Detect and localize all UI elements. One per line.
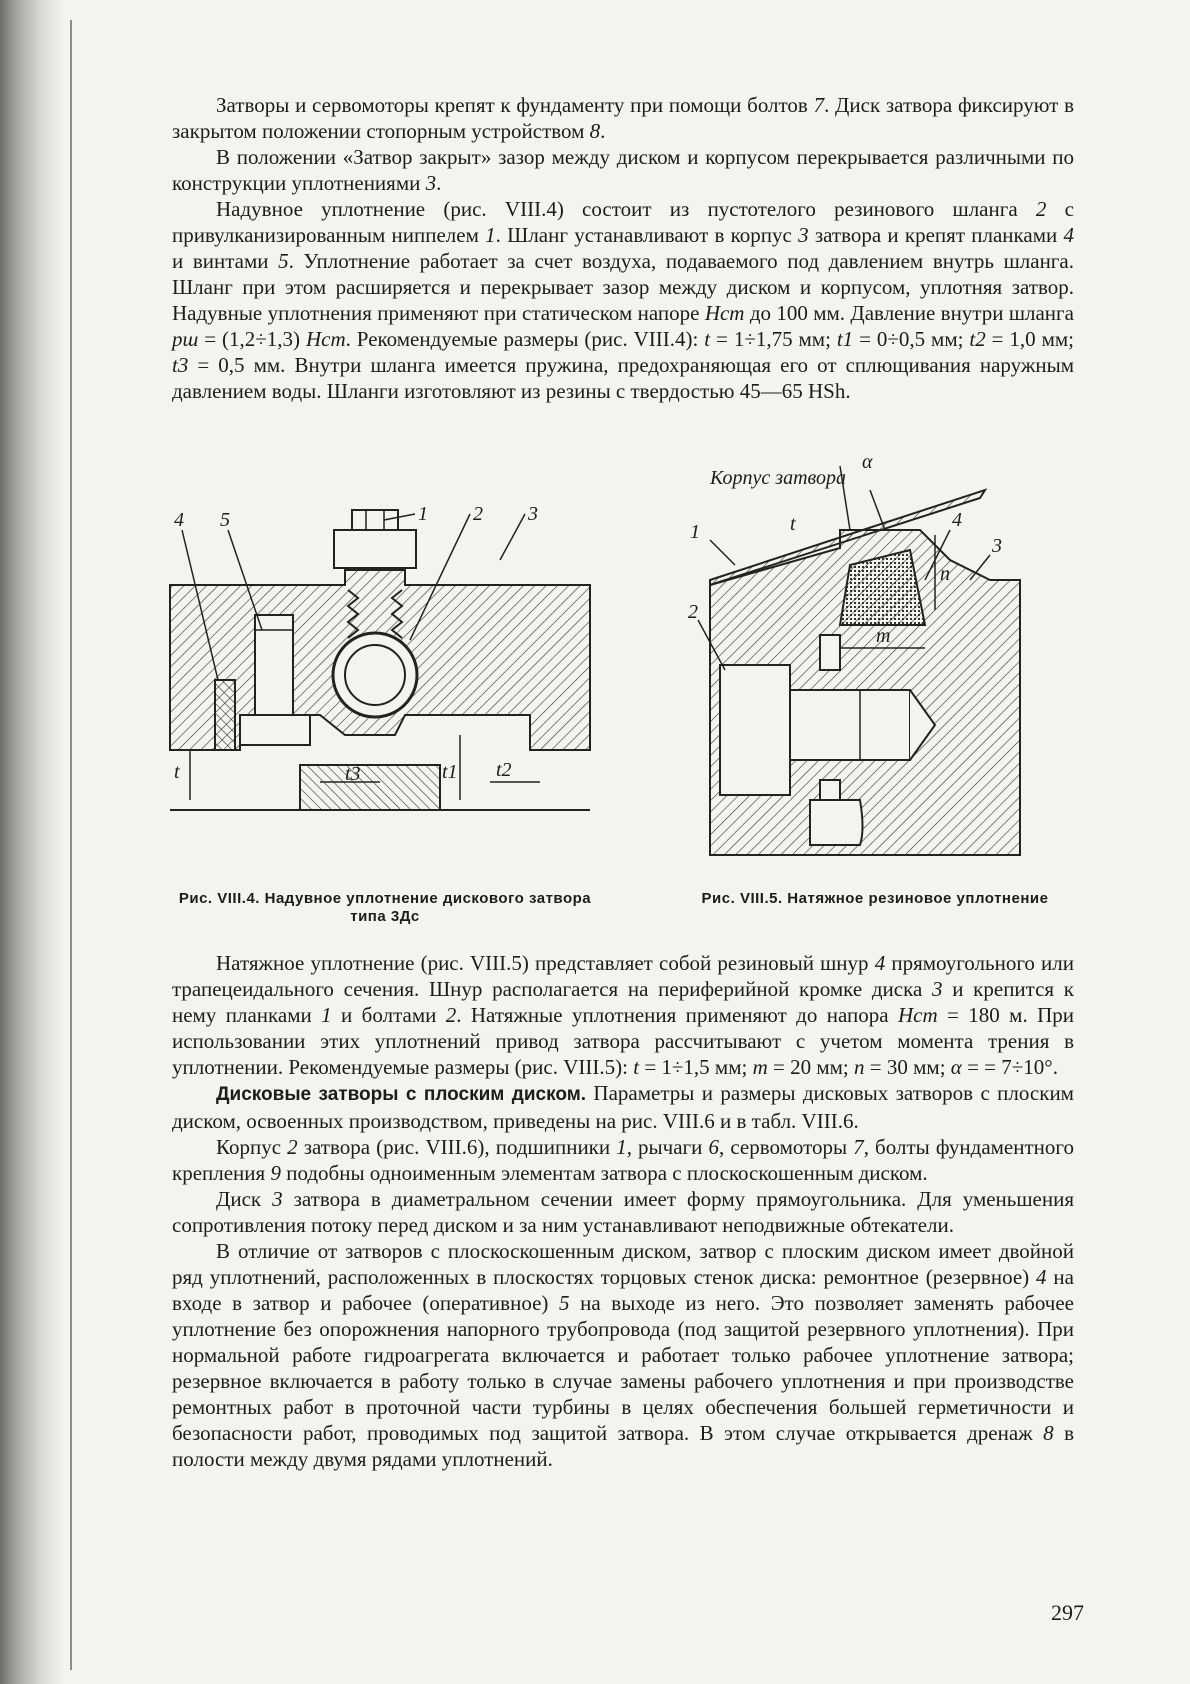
- binding-margin-line: [70, 20, 72, 1670]
- page-number: 297: [1051, 1600, 1084, 1625]
- paragraph: Затворы и сервомоторы крепят к фундаменту при помощи болтов 7. Диск затвора фиксируют в закрытом положении стопорным устройством 8.: [172, 93, 1074, 143]
- bottom-text-block: [172, 950, 1074, 1472]
- paragraph: Натяжное уплотнение (рис. VIII.5) представляет собой резиновый шнур 4 прямоугольного или трапецеидального сечения. Шнур располагается на периферийной кромке диска 3 и крепится к нему планками 1 и болтами 2. Натяжные уплотнения применяют до напора Hст = 180 м. При использовании этих уплотнений привод затвора рассчитывают с учетом момента трения в уплотнении. Рекомендуемые размеры (рис. VIII.5): t = 1÷1,5 мм; m = 20 мм; n = 30 мм; α = = 7÷10°.: [172, 951, 1075, 1079]
- figure-label: t3: [345, 763, 361, 785]
- figure-tension-seal: [688, 451, 1050, 865]
- figure-label: Корпус затвора: [710, 467, 846, 489]
- figure-label: n: [940, 563, 950, 585]
- figure-label: α: [862, 451, 873, 473]
- figure-label: t2: [496, 759, 512, 781]
- figure-label: 5: [220, 509, 230, 531]
- figure-inflatable-seal: [170, 503, 600, 880]
- figure-label: t1: [442, 761, 458, 783]
- figure-label: 3: [528, 503, 538, 525]
- figure-label: 4: [174, 509, 184, 531]
- paragraph: Надувное уплотнение (рис. VIII.4) состоит из пустотелого резинового шланга 2 с привулканизированным ниппелем 1. Шланг устанавливают в корпус 3 затвора и крепят планками 4 и винтами 5. Уплотнение работает за счет воздуха, подаваемого под давлением внутрь шланга. Шланг при этом расширяется и перекрывает зазор между диском и корпусом, уплотняя затвор. Надувные уплотнения применяют при статическом напоре Hст до 100 мм. Давление внутри шланга pш = (1,2÷1,3) Hст. Рекомендуемые размеры (рис. VIII.4): t = 1÷1,75 мм; t1 = 0÷0,5 мм; t2 = 1,0 мм; t3 = 0,5 мм. Внутри шланга имеется пружина, предохраняющая его от сплющивания наружным давлением воды. Шланги изготовляют из резины с твердостью 45—65 HSh.: [172, 197, 1074, 403]
- figure-label: 3: [992, 535, 1002, 557]
- figure-label: 1: [690, 521, 700, 543]
- figure-label: t: [174, 761, 180, 783]
- paragraph: В положении «Затвор закрыт» зазор между диском и корпусом перекрывается различными по конструкции уплотнениями 3.: [172, 145, 1074, 195]
- figure-label: t: [790, 513, 796, 535]
- figure-tension-seal-drawing: [688, 451, 1050, 865]
- section-run-in-heading: Дисковые затворы с плоским диском.: [216, 1084, 587, 1105]
- figure-caption: Рис. VIII.4. Надувное уплотнение дискового затвора типа 3Дс: [178, 890, 592, 925]
- page-binding-shadow: [0, 0, 64, 1684]
- paragraph: В отличие от затворов с плоскоскошенным диском, затвор с плоским диском имеет двойной ряд уплотнений, расположенных в плоскостях торцовых стенок диска: ремонтное (резервное) 4 на входе в затвор и рабочее (оперативное) 5 на выходе из него. Это позволяет заменять рабочее уплотнение без опорожнения напорного трубопровода (под защитой резервного уплотнения). При нормальной работе гидроагрегата включается и работает только рабочее уплотнение затвора; резервное включается в работу только в случае замены рабочего уплотнения и при производстве ремонтных работ в проточной части турбины в целях обеспечения большей герметичности и безопасности работ, проводимых под защитой затвора. В этом случае открывается дренаж 8 в полости между двумя рядами уплотнений.: [172, 1239, 1075, 1471]
- figure-caption: Рис. VIII.5. Натяжное резиновое уплотнение: [701, 890, 1049, 907]
- paragraph: Корпус 2 затвора (рис. VIII.6), подшипники 1, рычаги 6, сервомоторы 7, болты фундаментного крепления 9 подобны одноименным элементам затвора с плоскоскошенным диском.: [172, 1135, 1074, 1185]
- figure-label: 4: [952, 509, 962, 531]
- figure-label: 1: [418, 503, 428, 525]
- paragraph: Дисковые затворы с плоским диском. Параметры и размеры дисковых затворов с плоским диском, освоенных производством, приведены на рис. VIII.6 и в табл. VIII.6.: [172, 1081, 1074, 1133]
- figure-inflatable-seal-drawing: [170, 503, 600, 880]
- figure-label: m: [876, 625, 891, 647]
- figure-label: 2: [473, 503, 483, 525]
- paragraph: Диск 3 затвора в диаметральном сечении имеет форму прямоугольника. Для уменьшения сопротивления потоку перед диском и за ним устанавливают неподвижные обтекатели.: [172, 1187, 1074, 1237]
- top-text-block: [172, 92, 1074, 404]
- figure-label: 2: [688, 601, 698, 623]
